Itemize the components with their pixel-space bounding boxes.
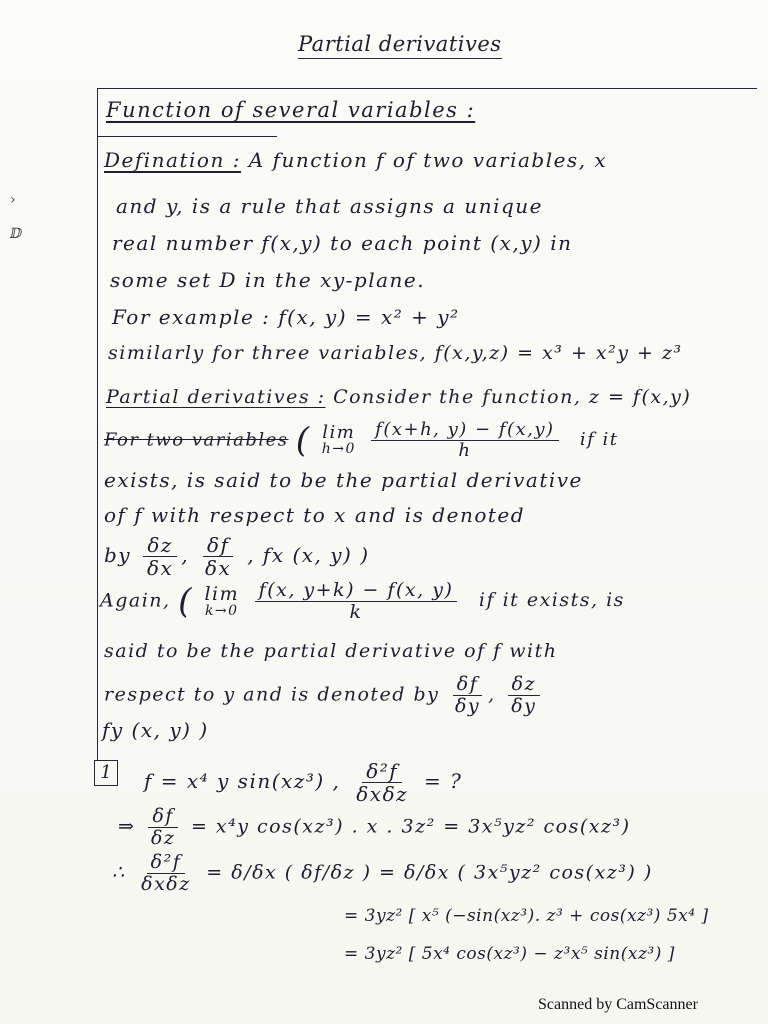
step-1: ⇒ $\frac{\delta f}{\delta z}$ = x⁴y cos(xz³) . x . 3z² = 3x⁵yz² cos(xz³) (118, 805, 631, 849)
step-2: ∴ $\frac{\text{δ²f}}{\text{δxδz}}$ = δ/δx ( δf/δz ) = δ/δx ( 3x⁵yz² cos(xz³) ) (112, 851, 653, 895)
limit-y: lim k→0 (204, 582, 240, 619)
problem-number-box: 1 (94, 760, 118, 786)
section-heading: Function of several variables : (106, 98, 476, 122)
said-line: said to be the partial derivative of f with (104, 640, 558, 662)
example-line: For example : f(x, y) = x² + y² (112, 305, 460, 329)
definition-line-2: and y, is a rule that assigns a unique (116, 194, 543, 218)
page-title: Partial derivatives (298, 32, 502, 59)
frame-top-border (97, 88, 757, 89)
limit-x-line: For two variables ( lim h→0 $\frac{f(x+h, y) - f(x,y)}{h}$ if it (104, 419, 619, 461)
implies-icon: ⇒ (118, 815, 136, 838)
limit-y-line: Again, ( lim k→0 $\frac{f(x, y+k) - f(x, y)}{k}$ if it exists, is (100, 579, 625, 623)
definition-line-1: Defination : A function f of two variables, x (104, 148, 608, 172)
limit-x: lim h→0 (321, 422, 356, 458)
partial-heading-line: Partial derivatives : Consider the function, z = f(x,y) (106, 386, 692, 408)
fy-line: fy (x, y) ) (102, 718, 209, 742)
denoted-x-line: by $\frac{\delta z}{\delta x}$ , $\frac{\delta f}{\delta x}$ , fx (x, y) ) (104, 533, 370, 580)
similarly-line: similarly for three variables, f(x,y,z) = x³ + x²y + z³ (108, 342, 683, 364)
respect-y-line: respect to y and is denoted by $\frac{\delta f}{\delta y}$ , $\frac{\delta z}{\delta y}$ (104, 674, 544, 717)
definition-line-4: some set D in the xy-plane. (110, 268, 426, 292)
difference-quotient-x: $\frac{f(x+h, y) - f(x,y)}{h}$ (371, 420, 558, 461)
scanner-watermark: Scanned by CamScanner (538, 996, 698, 1013)
wrt-x-line: of f with respect to x and is denoted (104, 503, 526, 527)
difference-quotient-y: $\frac{f(x, y+k) - f(x, y)}{k}$ (255, 580, 458, 623)
margin-mark: ⅅ (10, 226, 23, 242)
definition-label: Defination : (104, 148, 241, 172)
therefore-icon: ∴ (112, 861, 126, 884)
exists-line: exists, is said to be the partial derivative (104, 468, 583, 492)
step-4: = 3yz² [ 5x⁴ cos(xz³) − z³x⁵ sin(xz³) ] (344, 944, 675, 964)
heading-separator (97, 136, 277, 137)
margin-mark: › (10, 192, 16, 208)
partial-label: Partial derivatives : (106, 386, 326, 408)
step-3: = 3yz² [ x⁵ (−sin(xz³). z³ + cos(xz³) 5x⁴ ] (344, 906, 709, 926)
frame-left-border (97, 88, 98, 760)
problem-statement: f = x⁴ y sin(xz³) , $\frac{\text{δ²f}}{\text{δxδz}}$ = ? (144, 759, 463, 806)
definition-line-3: real number f(x,y) to each point (x,y) in (112, 231, 573, 255)
struck-text: For two variables (104, 429, 289, 451)
